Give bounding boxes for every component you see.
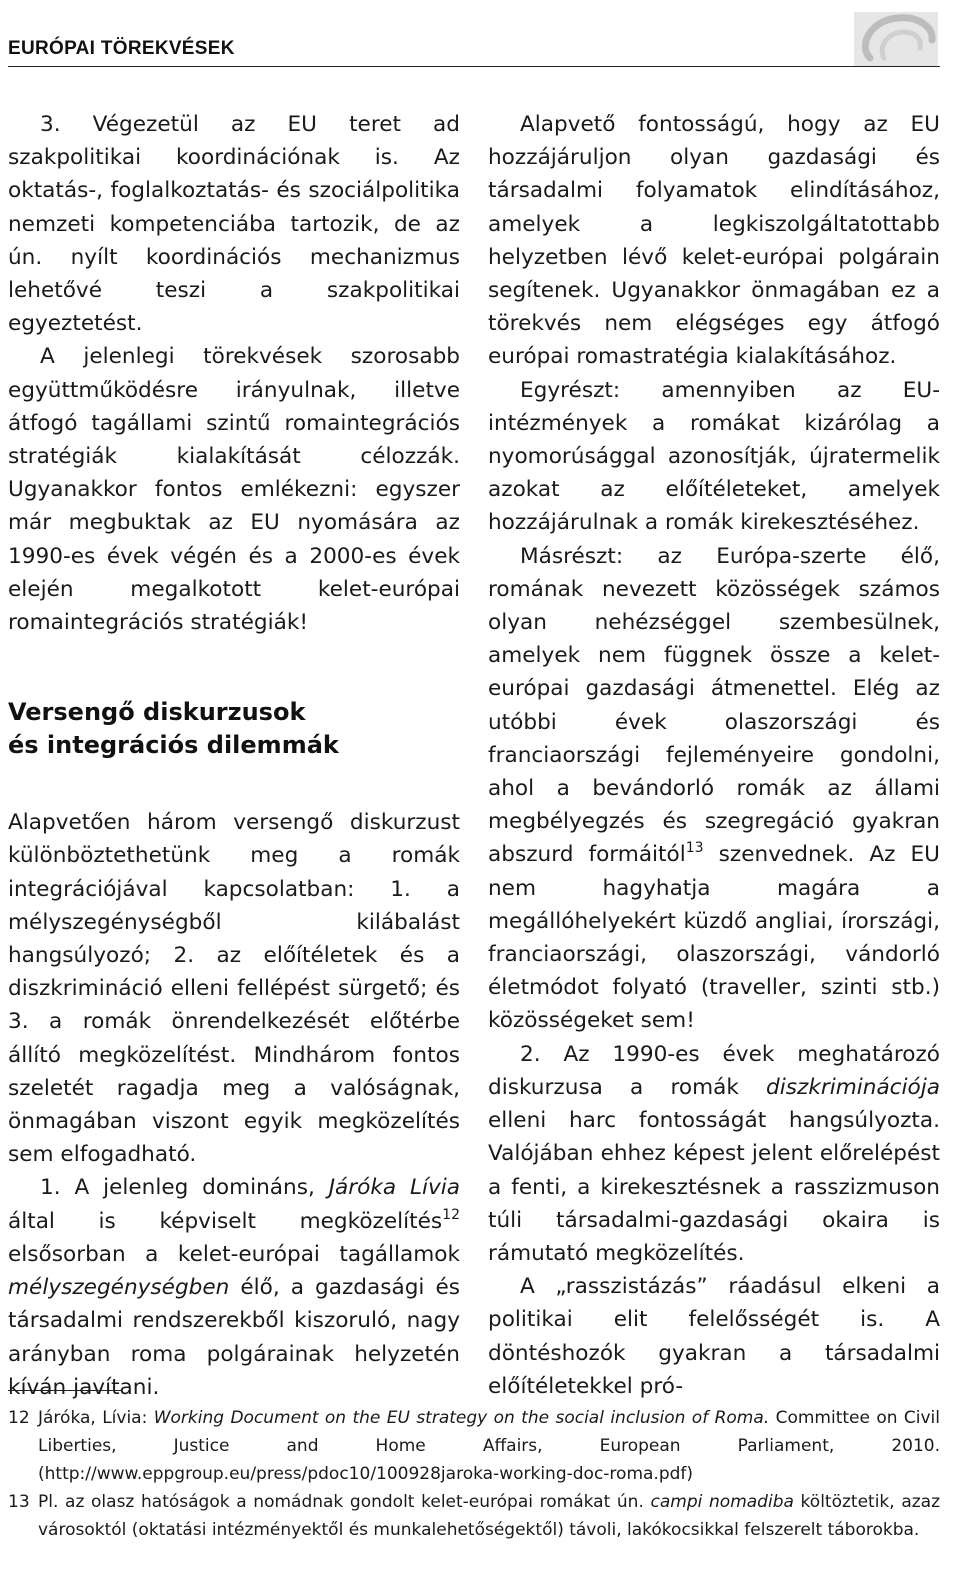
footnote-13-text-a: Pl. az olasz hatóságok a nomádnak gondolt kelet-európai romákat ún. xyxy=(38,1492,651,1512)
left-p4-text-b: által is képviselt megközelítés xyxy=(8,1208,443,1234)
right-paragraph-4 xyxy=(488,1038,940,1270)
right-p4-emphasis: diszkriminációja xyxy=(766,1074,940,1100)
left-p4-text-a: 1. A jelenleg domináns, xyxy=(40,1175,329,1201)
footnote-13-emphasis: campi nomadiba xyxy=(650,1492,794,1512)
right-p3-text-a: Másrészt: az Európa-szerte élő, romának nevezett közösségek számos olyan nehézséggel szembesülnek, amelyek nem függnek össze a kelet-európai gazdasági átmenettel. Elég az utóbbi évek olaszországi és franciaországi fejleményeire gondolni, ahol a bevándorló romák az állami megbélyegzés és szegregáció gyakran abszurd formáitól xyxy=(488,543,940,868)
footnote-ref-12[interactable]: 12 xyxy=(442,1206,460,1223)
footnote-12-title: Working Document on the EU strategy on the social inclusion of Roma. xyxy=(153,1408,770,1428)
right-paragraph-3 xyxy=(488,540,940,1038)
right-p4-text-b: elleni harc fontosságát hangsúlyozta. Valójában ehhez képest jelent előrelépést a fenti, a kirekesztésnek a rasszizmuson túli társadalmi-gazdasági okaira is rámutató megközelítés. xyxy=(488,1108,940,1266)
author-name: Járóka Lívia xyxy=(328,1175,461,1201)
right-p4-text-a: 2. Az 1990-es évek meghatározó diskurzusa a romák xyxy=(488,1041,940,1100)
left-paragraph-1: 3. Végezetül az EU teret ad szakpolitikai koordinációnak is. Az oktatás-, foglalkoztatás- és szociálpolitika nemzeti kompetenciába tartozik, de az ún. nyílt koordinációs mechanizmus lehetővé teszi a szakpolitikai egyeztetést. xyxy=(8,112,460,337)
right-column xyxy=(488,108,940,1403)
section-heading-line-1: Versengő diskurzusok xyxy=(8,698,306,727)
footnote-ref-13[interactable]: 13 xyxy=(685,840,704,857)
right-paragraph-1: Alapvető fontosságú, hogy az EU hozzájáruljon olyan gazdasági és társadalmi folyamatok elindításához, amelyek a legkiszolgáltatottabb helyzetben lévő kelet-európai polgárain segítenek. Ugyanakkor önmagában ez a törekvés nem elégséges egy átfogó európai romastratégia kialakításához. xyxy=(488,112,940,370)
footnote-12 xyxy=(8,1404,940,1488)
left-paragraph-3: Alapvetően három versengő diskurzust különböztethetünk meg a romák integrációjával kapcsolatban: 1. a mélyszegénységből kilábalást hangsúlyozó; 2. az előítéletek és a diszkrimináció elleni fellépést sürgető; és 3. a romák önrendelkezését előtérbe állító megközelítést. Mindhárom fontos szeletét ragadja meg a valóságnak, önmagában viszont egyik megközelítés sem elfogadható. xyxy=(8,810,460,1168)
header-rule xyxy=(8,66,940,67)
page-header xyxy=(8,22,940,70)
footnote-12-text-b: Committee on Civil Liberties, Justice and Home Affairs, European Parliament, 2010. (http://www.eppgroup.eu/press/pdoc10/100928jaroka-working-doc-roma.pdf) xyxy=(38,1408,940,1484)
footnotes xyxy=(8,1404,940,1544)
right-paragraph-5: A „rasszistázás” ráadásul elkeni a politikai elit felelősségét is. A döntéshozók gyakran a társadalmi előítéletekkel pró- xyxy=(488,1274,940,1399)
left-p4-text-c: elsősorban a kelet-európai tagállamok xyxy=(8,1241,460,1267)
footnote-12-text-a: Járóka, Lívia: xyxy=(38,1408,154,1428)
left-p4-emphasis: mélyszegénységben xyxy=(8,1275,230,1301)
left-p4-text-d: élő, a gazdasági és társadalmi rendszerekből kiszoruló, nagy arányban roma polgárainak helyzetén kíván javítani. xyxy=(8,1275,460,1400)
right-p3-text-b: szenvednek. Az EU nem hagyhatja magára a megállóhelyekért küzdő angliai, írországi, franciaországi, olaszországi, vándorló életmódot folyató (traveller, szinti stb.) közösségeket sem! xyxy=(488,842,940,1034)
left-column xyxy=(8,108,460,1404)
footnote-rule xyxy=(8,1390,122,1391)
footnote-number: 13 xyxy=(8,1492,30,1512)
footnote-number: 12 xyxy=(8,1408,30,1428)
section-title: EURÓPAI TÖREKVÉSEK xyxy=(8,38,235,59)
left-paragraph-4 xyxy=(8,1171,460,1403)
section-heading-line-2: és integrációs dilemmák xyxy=(8,731,339,760)
section-heading xyxy=(8,696,460,762)
left-paragraph-2: A jelenlegi törekvések szorosabb együttműködésre irányulnak, illetve átfogó tagállami szintű romaintegrációs stratégiák kialakítását célozzák. Ugyanakkor fontos emlékezni: egyszer már megbuktak az EU nyomására az 1990-es évek végén és a 2000-es évek elején megalkotott kelet-európai romaintegrációs stratégiák! xyxy=(8,344,460,636)
footnote-13-text-b: költöztetik, azaz városoktól (oktatási intézményektől és munkalehetőségektől) távoli, lakókocsikkal felszerelt táborokba. xyxy=(38,1492,941,1540)
footnote-13 xyxy=(8,1488,940,1544)
journal-swirl-logo-icon xyxy=(848,6,944,72)
right-paragraph-2: Egyrészt: amennyiben az EU-intézmények a romákat kizárólag a nyomorúsággal azonosítják, újratermelik azokat az előítéleteket, amelyek hozzájárulnak a romák kirekesztéséhez. xyxy=(488,377,940,536)
